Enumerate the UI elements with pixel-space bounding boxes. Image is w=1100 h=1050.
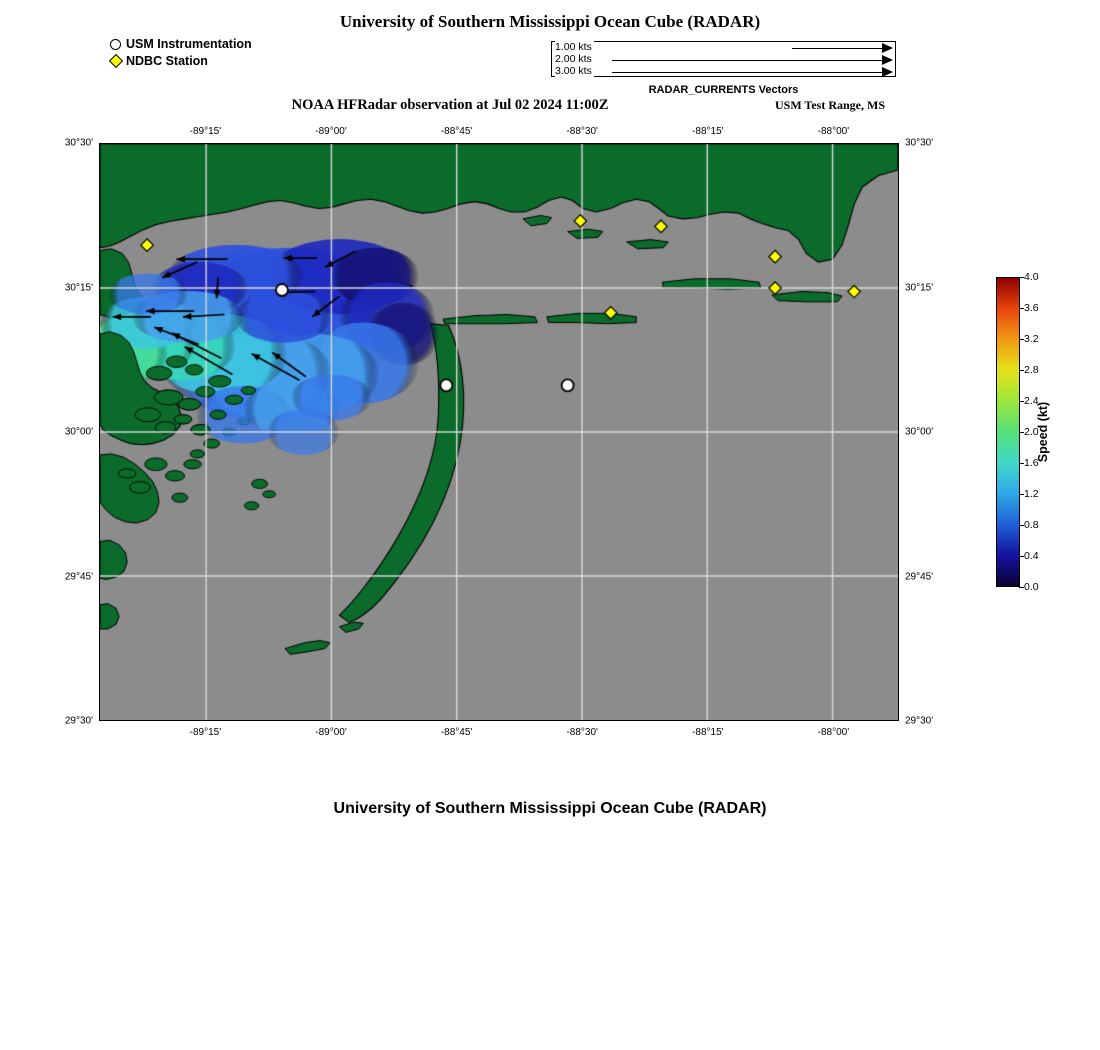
axis-label-lat-left: 29°45': [64, 571, 93, 582]
legend-item-label: USM Instrumentation: [126, 37, 252, 51]
vector-shaft: [612, 60, 882, 61]
vector-key-label: 2.00 kts: [555, 53, 592, 65]
colorbar-tick-label: 0.0: [1024, 581, 1039, 593]
axis-label-lat-right: 30°30': [905, 137, 934, 149]
vector-key-label: 1.00 kts: [555, 41, 592, 53]
legend-item-usm: [110, 36, 252, 52]
vector-scale-key: [551, 41, 896, 77]
legend-item-label: NDBC Station: [126, 54, 208, 68]
colorbar-tick-label: 3.6: [1024, 302, 1039, 314]
colorbar-tick-label: 2.4: [1024, 395, 1039, 407]
observation-title: NOAA HFRadar observation at Jul 02 2024 11:00Z: [291, 97, 609, 113]
vector-shaft: [792, 48, 882, 49]
vector-key-row-2: [552, 54, 895, 66]
colorbar-tick-label: 2.0: [1024, 426, 1039, 438]
axis-label-lat-left: 30°00': [64, 426, 93, 438]
colorbar-tick-label: 0.8: [1024, 519, 1039, 531]
circle-marker-icon: [110, 39, 121, 50]
page-title: University of Southern Mississippi Ocean Cube (RADAR): [339, 12, 761, 31]
colorbar-tick-label: 3.2: [1024, 333, 1039, 345]
axis-label-lat-left: 29°30': [64, 715, 93, 727]
axis-label-lon-top: -88°45': [440, 126, 473, 137]
axis-label-lat-right: 30°15': [905, 282, 934, 293]
axis-label-lon-top: -88°00': [817, 126, 850, 137]
legend-item-ndbc: [110, 53, 252, 69]
vector-arrowhead-icon: [882, 55, 893, 65]
vector-key-row-3: [552, 66, 895, 78]
vector-key-row-1: [552, 42, 895, 54]
axis-label-lon-top: -88°15': [692, 126, 724, 137]
colorbar-tick-label: 4.0: [1024, 271, 1039, 283]
axis-label-lon-bottom: -88°30': [566, 727, 598, 738]
colorbar-gradient: [996, 277, 1020, 587]
axis-label-lat-right: 29°45': [905, 571, 934, 582]
vector-key-caption: RADAR_CURRENTS Vectors: [648, 84, 799, 96]
axis-label-lon-top: -88°30': [566, 126, 598, 137]
axis-label-lon-bottom: -88°15': [692, 727, 724, 738]
axis-label-lon-bottom: -88°45': [440, 727, 473, 738]
axis-label-lat-right: 29°30': [905, 715, 934, 727]
colorbar-tick-label: 0.4: [1024, 550, 1039, 562]
colorbar-tick-label: 1.6: [1024, 457, 1039, 469]
colorbar-tick-label: 1.2: [1024, 488, 1039, 500]
axis-label-lat-left: 30°15': [64, 282, 93, 293]
diamond-marker-icon: [109, 54, 123, 68]
vector-shaft: [612, 72, 882, 73]
map-legend: [110, 36, 252, 70]
colorbar-title: Speed (kt): [1036, 401, 1050, 463]
axis-label-lon-bottom: -89°15': [189, 727, 222, 738]
footer-title: University of Southern Mississippi Ocean Cube (RADAR): [333, 800, 767, 817]
vector-arrowhead-icon: [882, 43, 893, 53]
colorbar-tick-label: 2.8: [1024, 364, 1039, 376]
vector-key-label: 3.00 kts: [555, 65, 592, 77]
axis-label-lon-top: -89°00': [315, 126, 347, 137]
axis-label-lat-left: 30°30': [64, 137, 93, 149]
map-plot-area[interactable]: [99, 143, 899, 721]
axis-label-lon-bottom: -88°00': [817, 727, 850, 738]
range-title: USM Test Range, MS: [774, 98, 885, 112]
axis-label-lat-right: 30°00': [905, 426, 934, 438]
map-raster: [100, 144, 898, 720]
axis-label-lon-bottom: -89°00': [315, 727, 347, 738]
vector-arrowhead-icon: [882, 67, 893, 77]
axis-label-lon-top: -89°15': [189, 126, 222, 137]
